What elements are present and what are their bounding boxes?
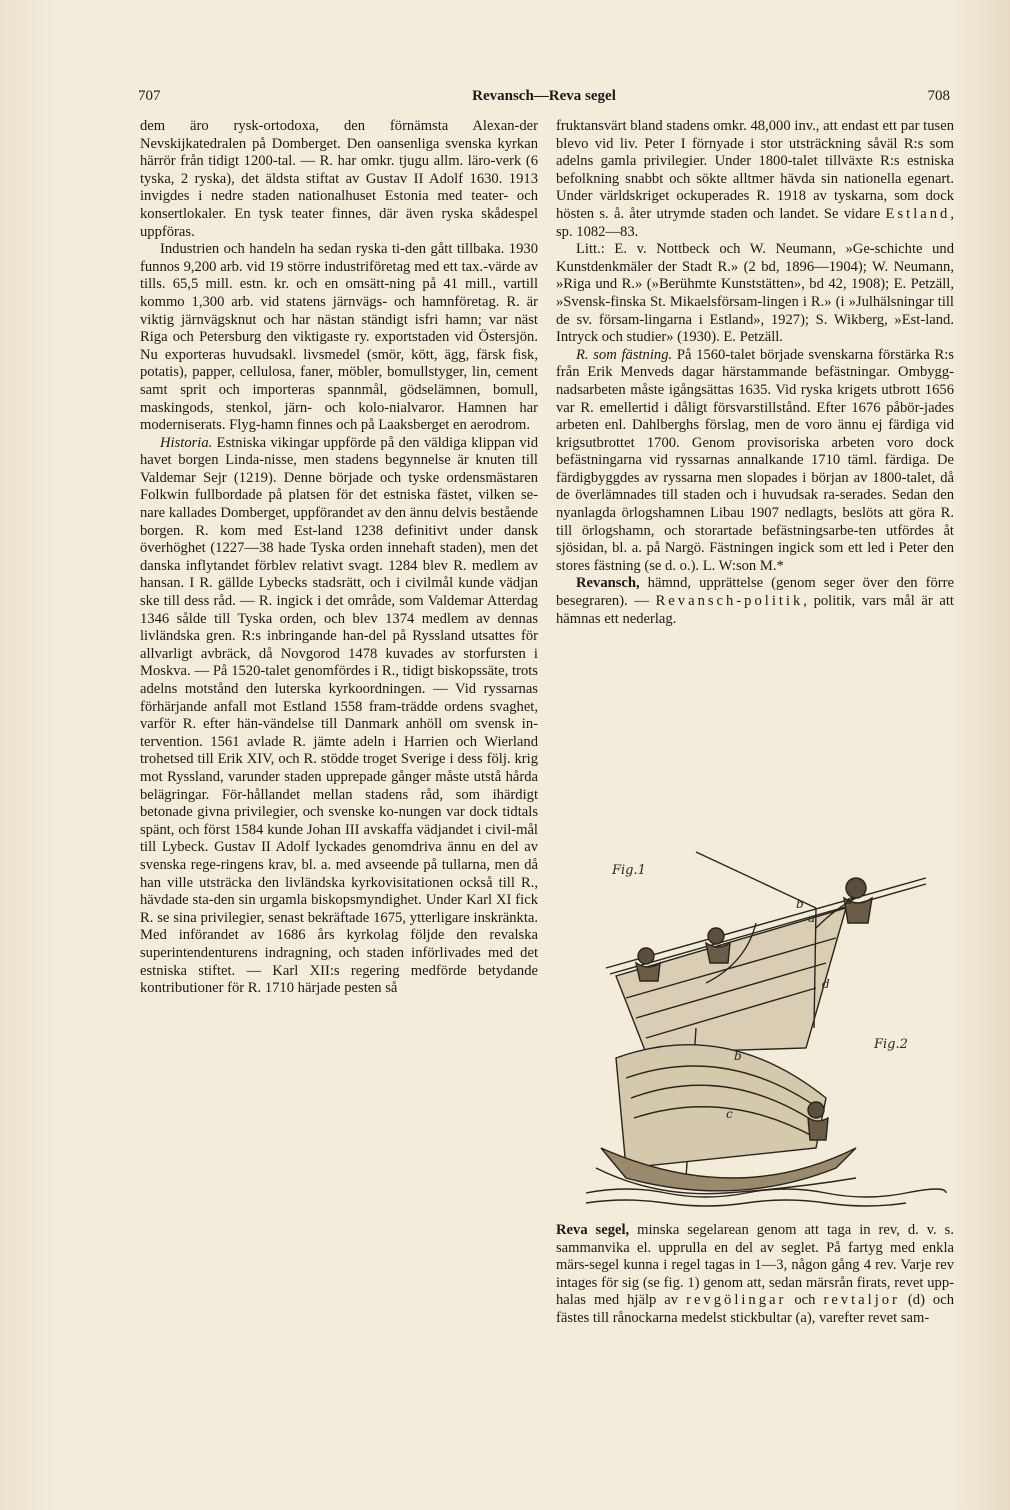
fortress-text: På 1560-talet började svenskarna förstärka R:s från Erik Menveds dagar härstammande befästningar. Ombygg-nadsarbeten måste igångsättas 1635. Vid ryska krigets utbrott 1656 var R. emellertid i dåligt försvarstillstånd. Efter 1676 påbör-jades arbeten enl. Dahlberghs förslag, men de voro ännu ej färdiga vid krigsutbrottet 1700. Genom provisoriska arbeten voro dock befästningarna vid ryssarnas annalkande 1710 täml. färdiga. De färdigbyggdes av ryssarna men slopades i början av 1800-talet, då de överlämnades till staden och i huvudsak ra-serades. Sedan den nyanlagda örlogshamnen Libau 1907 nedlagts, beslöts att göra R. till örlogshamn, och storartade befästningsarbe-ten utfördes åt sjösidan, bl. a. på Nargö. Fästningen ingick som ett led i Peter den stores fästning (se d. o.). L. W:son M.* [556,346,954,574]
running-title: Revansch—Reva segel [472,88,616,104]
left-column [140,118,538,998]
revtaljor-term: revtaljor [823,1292,900,1309]
reefing-sail-illustration [586,848,952,1218]
literature-paragraph: Litt.: E. v. Nottbeck och W. Neumann, »Ge-schichte und Kunstdenkmäler der Stadt R.» (2 bd, 1896—1904); W. Neumann, »Riga und R.» (»Berühmte Kunststätten», bd 42, 1908); E. Petzäll, »Svensk-finska St. Mikaelsförsam-lingen i R.» (i »Julhälsningar till de sv. försam-lingarna i Estland», 1927); S. Wikberg, »Est-land. Intryck och studier» (1930). E. Petzäll. [556,241,954,346]
history-text: Estniska vikingar uppförde på den väldiga klippan vid havet borgen Linda-nisse, men stadens begynnelse är knuten till Valdemar Sejr (1219). Denne började och tyske ordensmästaren Folkwin fullbordade på platsen för det estniska fästet, vilken se-nare kallades Domberget, uppförandet av den ännu delvis bestående borgen. R. kom med Est-land 1238 definitivt under dansk överhöghet (1227—38 hade Tyska orden innehaft staden), men det danska inflytandet förblev relativt svagt. 1284 blev R. medlem av hansan. I R. gällde Lybecks stadsrätt, och i civilmål kunde vädjan ske till dess råd. — R. ingick i det område, som Valdemar Atterdag 1346 sålde till Tyska orden, och blev 1374 medlem av dennas livländska gren. R:s inbringande han-del på Ryssland utsattes för allvarligt avbräck, då Novgorod 1478 kuvades av storfursten i Moskva. — På 1520-talet genomfördes i R., tidigt biskopssäte, trots adelns motstånd den luterska kyrkoordningen. — Vid ryssarnas förhärjande anfall mot Estland 1558 fram-trädde ordens svaghet, varför R. efter hän-vändelse till Danmark anhöll om svensk in-tervention. 1561 avlade R. jämte adeln i Harrien och Wierland trohetsed till Erik XIV, och R. stödde troget Sverige i dess följ. krig mot Ryssland, varunder staden upprepade gånger måste utstå hårda belägringar. För-hållandet mellan stadens råd, som ihärdigt betonade givna privilegier, och svenske ko-nungen var dock tidtals spänt, och först 1584 kunde Johan III avskaffa vädjandet i civil-mål till Lybeck. Gustav II Adolf lyckades genomdriva ännu en del av svenska rege-ringens krav, bl. a. med avseende på tullarna, men då han ville utsträcka den livländska kyrkovisitationen också till R., hävdade sta-den sin urgamla biskopsmyndighet. Under Karl XI fick R. se sina privilegier, senast bekräftade 1675, ytterligare inskränkta. Med införandet av 1686 års kyrkolag följde den revalska superintendenturens indragning, och staden införlivades med det estniska stiftet. — Karl XII:s regering medförde betydande kontributioner för R. 1710 härjade pesten så [140,434,538,997]
engraving-svg [586,848,952,1218]
fig1-label: Fig.1 [612,863,646,878]
reva-segel-text: minska segelarean genom att taga in rev, d. v. s. sammanvika el. upprulla en del av seglet. På fartyg med enkla märs-segel kunna i regel tagas in 1—3, någon gång 4 rev. Varje rev intages för sig (se fig. 1) genom att, sedan märsrån firats, revet upp-halas med hjälp av [556,1222,954,1309]
continuation-end: , sp. 1082—83. [556,205,954,240]
fig-letter-a: a [808,911,816,925]
revansch-entry [556,575,954,628]
revansch-headword: Revansch, [576,575,640,592]
revgolingar-term: revgölingar [686,1292,787,1309]
fig-letter-c: c [846,893,853,907]
history-label: Historia. [160,434,213,451]
revansch-end: , politik, vars mål är att hämnas ett nederlag. [556,593,954,627]
fortress-label: R. som fästning. [576,346,673,363]
industry-paragraph: Industrien och handeln ha sedan ryska ti-den gått tillbaka. 1930 funnos 9,200 arb. vid 19 större industriföretag med ett tax.-värde av tills. 65,5 mill. estn. kr. och en omsätt-ning på 41 mill., vartill kommo 1,300 arb. vid statens järnvägs- och hamnföretag. R. är viktig järnvägsknut och har nästan ständigt isfri hamn; var näst Riga och Petersburg den viktigaste ry. exportstaden vid Östersjön. Nu exporteras huvudsakl. livsmedel (smör, kött, ägg, färsk fisk, potatis), papper, cellulosa, faner, möbler, bomullstyger, lin, cement samt sprit och importeras spannmål, gödselämnen, bomull, maskingods, stenkol, järn- och kolo-nialvaror. Hamnen har moderniserats. Flyg-hamn finnes och på Laaksberget en aerodrom. [140,241,538,434]
page-header [138,88,950,110]
reva-segel-headword: Reva segel, [556,1222,630,1238]
reva-segel-entry [556,1222,954,1328]
page-number-left: 707 [138,88,161,104]
cross-reference-estland: Estland [885,205,951,222]
reva-mid-text: och [786,1292,816,1309]
continuation-text: fruktansvärt bland stadens omkr. 48,000 inv., att endast ett par tusen blevo vid liv. Peter I förnyade i stor utsträckning såväl R:s som adelns gamla privilegier. Under 1800-talet tillväxte R:s estniska befolkning snabbt och sökte alltmer hävda sin nationella egenart. Under världskriget ockuperades R. 1918 av tyskarna, som dock hösten s. å. åter utrymde staden och landet. Se vidare [556,118,954,222]
page-number-right: 708 [927,88,950,104]
fig2-label: Fig.2 [874,1037,908,1052]
revanschpolitik-term: Revansch-politik [655,593,804,610]
revansch-text: hämnd, upprättelse (genom seger över den förre besegraren). — [556,575,954,610]
fig-letter-b2: b [734,1049,742,1063]
reva-segel-column [556,1222,954,1328]
fortress-paragraph [556,347,954,576]
fig-letter-d: d [822,977,830,991]
history-paragraph [140,435,538,998]
fig-letter-c2: c [726,1107,733,1121]
right-column [556,118,954,628]
continuation-paragraph [556,118,954,241]
reva-end-text: (d) och fästes till rånockarna medelst stickbultar (a), varefter revet sam- [556,1292,954,1326]
fig-letter-b: b [796,897,804,911]
reval-churches-paragraph: dem äro rysk-ortodoxa, den förnämsta Alexan-der Nevskijkatedralen på Domberget. Den oansenliga svenska kyrkan härrör från tidigt 1200-tal. — R. har omkr. tjugu allm. läro-verk (6 tyska, 2 ryska), det äldsta stiftat av Gustav II Adolf 1630. 1913 invigdes i nedre staden nationalhuset Estonia med teater- och konsertlokaler. En tysk teater finnes, där även ryska skådespel uppföras. [140,118,538,240]
